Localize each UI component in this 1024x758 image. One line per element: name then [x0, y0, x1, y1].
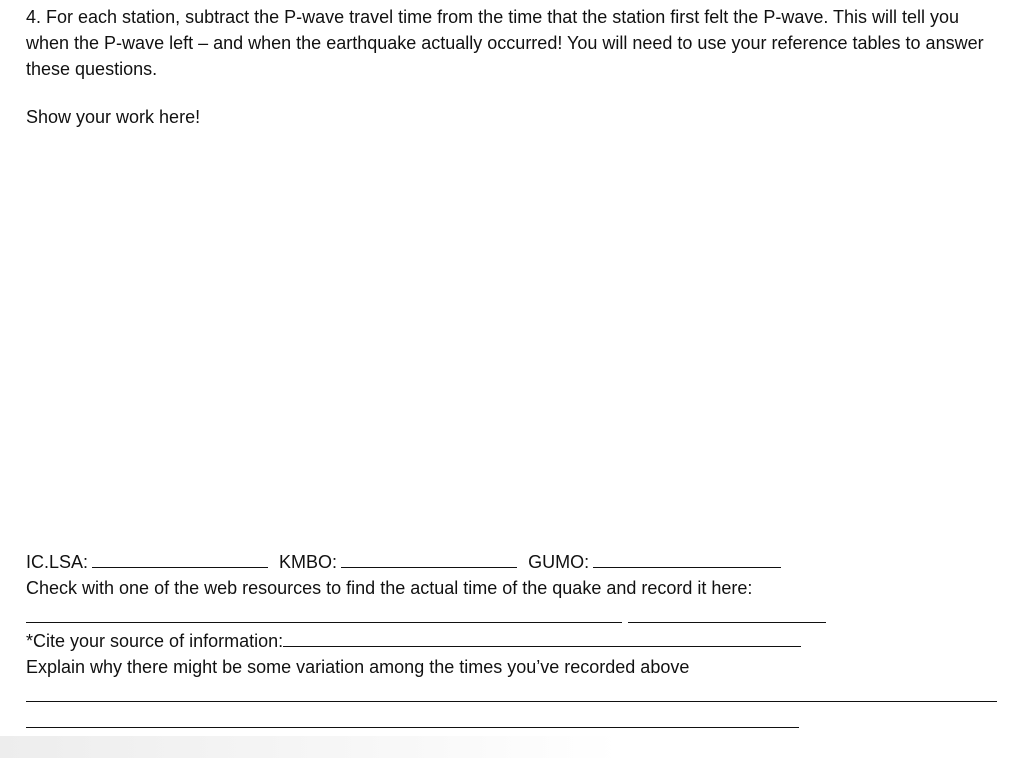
explain-prompt: Explain why there might be some variation among the times you’ve recorded above	[26, 657, 690, 677]
cite-source-blank[interactable]	[283, 632, 801, 647]
ic-lsa-answer-blank[interactable]	[92, 553, 268, 568]
ic-lsa-label: IC.LSA:	[26, 552, 89, 572]
cite-source-label: *Cite your source of information:	[26, 631, 284, 651]
quake-time-answer-line-2[interactable]	[628, 622, 826, 623]
cite-source-row	[26, 630, 801, 652]
station-answers-row	[26, 551, 781, 573]
gumo-answer-blank[interactable]	[593, 553, 781, 568]
question-4-text: 4. For each station, subtract the P-wave travel time from the time that the station first felt the P-wave. This will tell you when the P-wave left – and when the earthquake actually occurred! You will need to use your reference tables to answer these questions.	[26, 7, 984, 79]
show-work-prompt: Show your work here!	[26, 107, 201, 127]
explain-answer-line-2[interactable]	[26, 727, 799, 728]
kmbo-label: KMBO:	[279, 552, 338, 572]
page-bottom-shadow	[0, 736, 620, 758]
gumo-label: GUMO:	[528, 552, 590, 572]
quake-time-answer-line[interactable]	[26, 622, 622, 623]
check-instruction: Check with one of the web resources to find the actual time of the quake and record it here:	[26, 578, 753, 598]
kmbo-answer-blank[interactable]	[341, 553, 517, 568]
explain-answer-line-1[interactable]	[26, 701, 997, 702]
